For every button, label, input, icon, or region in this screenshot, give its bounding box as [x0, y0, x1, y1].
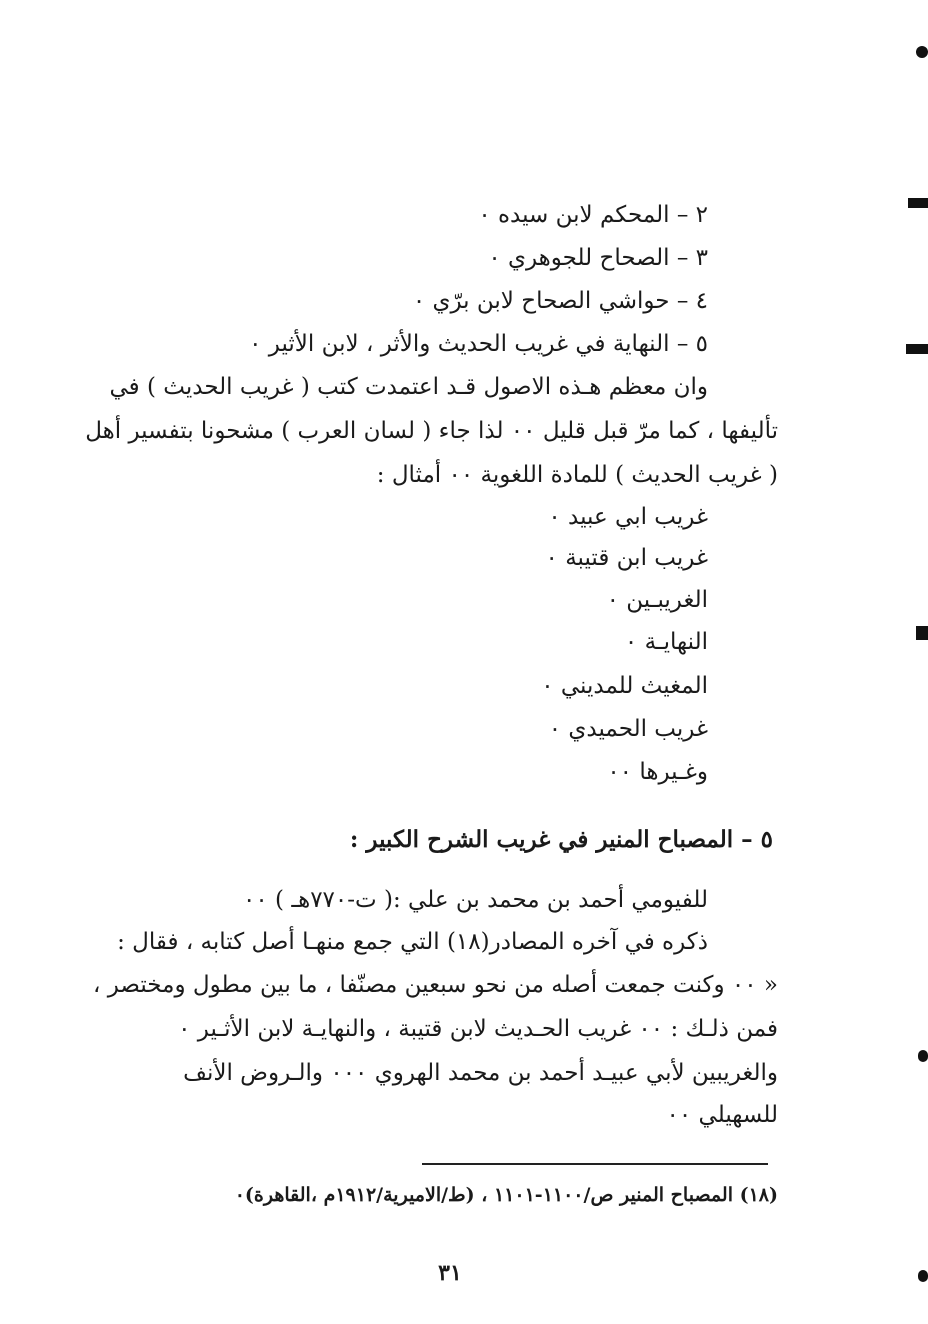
- list-item: ٥ – النهاية في غريب الحديث والأثر ، لابن الأثير ٠: [249, 331, 708, 357]
- list-item: غريب الحميدي ٠: [548, 716, 708, 742]
- scan-mark: [918, 1050, 928, 1062]
- scan-mark: [908, 198, 928, 208]
- list-item: غريب ابي عبيد ٠: [548, 504, 708, 530]
- author-line: للفيومي أحمد بن محمد بن علي :( ت-٧٧٠هـ ) ٠٠: [243, 887, 708, 913]
- scan-mark: [916, 46, 928, 58]
- scan-mark: [906, 344, 928, 354]
- paragraph-line: والغريبين لأبي عبيـد أحمد بن محمد الهروي ٠٠٠ والـروض الأنف: [183, 1060, 778, 1086]
- list-item: وغـيرها ٠٠: [607, 759, 708, 785]
- paragraph-line: وان معظم هـذه الاصول قـد اعتمدت كتب ( غريب الحديث ) في: [109, 374, 708, 400]
- footnote-divider: [422, 1163, 768, 1165]
- footnote: (١٨) المصباح المنير ص/١١٠٠-١١٠١ ، (ط/الاميرية/١٩١٢م ،القاهرة)٠: [234, 1184, 778, 1206]
- paragraph-line: تأليفها ، كما مرّ قبل قليل ٠٠ لذا جاء ( لسان العرب ) مشحونا بتفسير أهل: [85, 418, 778, 444]
- list-item: الغريبـين ٠: [606, 587, 708, 613]
- page-number: ٣١: [438, 1260, 462, 1286]
- scan-mark: [916, 626, 928, 640]
- paragraph-line: ( غريب الحديث ) للمادة اللغوية ٠٠ أمثال :: [376, 462, 778, 488]
- list-item: ٢ – المحكم لابن سيده ٠: [478, 202, 708, 228]
- list-item: المغيث للمديني ٠: [541, 673, 708, 699]
- list-item: غريب ابن قتيبة ٠: [545, 545, 708, 571]
- paragraph-line: « ٠٠ وكنت جمعت أصله من نحو سبعين مصنّفا ، ما بين مطول ومختصر ،: [92, 972, 778, 998]
- paragraph-line: للسهيلي ٠٠: [666, 1102, 778, 1128]
- section-heading: ٥ – المصباح المنير في غريب الشرح الكبير :: [349, 826, 773, 853]
- list-item: ٣ – الصحاح للجوهري ٠: [488, 245, 708, 271]
- list-item: ٤ – حواشي الصحاح لابن برّي ٠: [412, 288, 708, 314]
- scan-mark: [918, 1270, 928, 1282]
- list-item: النهايـة ٠: [624, 629, 708, 655]
- paragraph-line: ذكره في آخره المصادر(١٨) التي جمع منهـا أصل كتابه ، فقال :: [117, 929, 708, 955]
- paragraph-line: فمن ذلـك : ٠٠ غريب الحـديث لابن قتيبة ، والنهايـة لابن الأثـير ٠: [178, 1016, 778, 1042]
